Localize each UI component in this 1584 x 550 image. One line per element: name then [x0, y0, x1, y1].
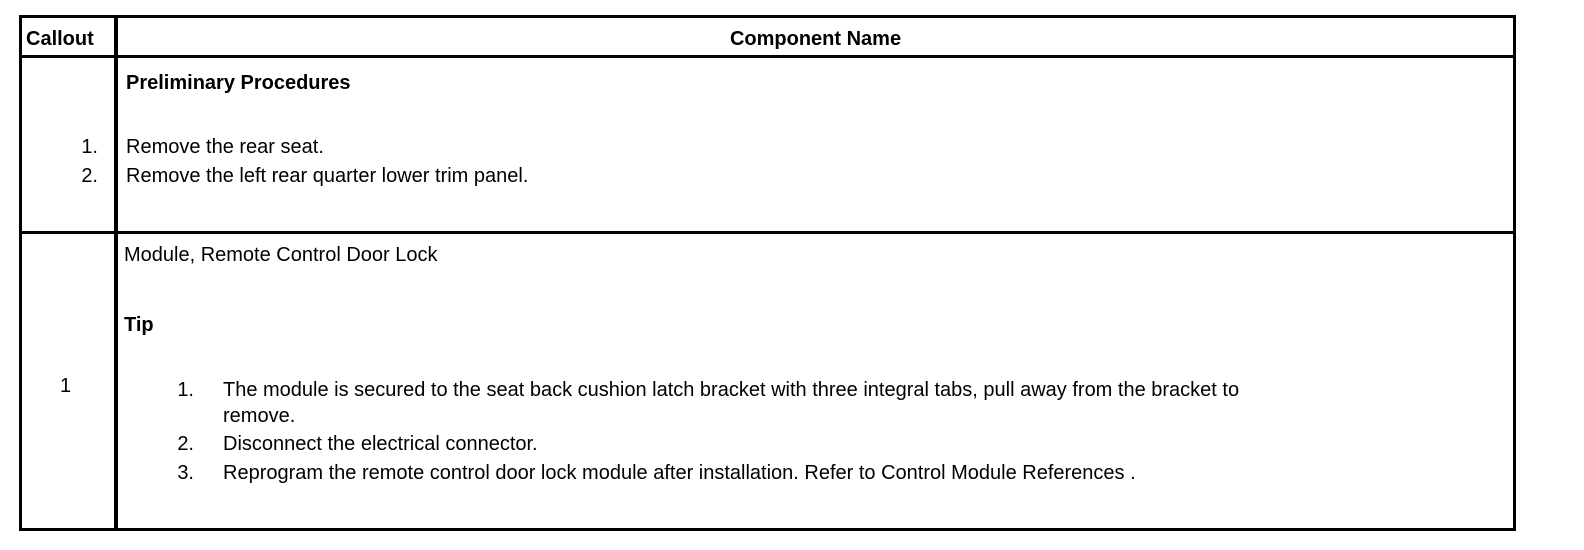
preliminary-procedures-heading: Preliminary Procedures: [126, 72, 351, 94]
row-divider: [22, 231, 1513, 234]
component-name-column-header: Component Name: [729, 28, 902, 50]
tip-step-text: Reprogram the remote control door lock module after installation. Refer to Control Module References .: [223, 462, 1136, 484]
tip-step-number: 1.: [177, 379, 194, 401]
callout-number: 1: [60, 375, 72, 397]
tip-step-text: The module is secured to the seat back cushion latch bracket with three integral tabs, pull away from the bracket to: [223, 379, 1240, 401]
preliminary-step-text: Remove the rear seat.: [126, 136, 324, 158]
tip-step-number: 2.: [177, 433, 194, 455]
preliminary-step-text: Remove the left rear quarter lower trim panel.: [126, 165, 529, 187]
tip-label: Tip: [124, 314, 154, 336]
tip-step-text: Disconnect the electrical connector.: [223, 433, 538, 455]
column-divider: [114, 18, 118, 528]
header-divider: [22, 55, 1513, 58]
tip-step-text-continued: remove.: [223, 405, 296, 427]
preliminary-step-number: 1.: [81, 136, 98, 158]
component-table: [19, 15, 1516, 531]
tip-step-number: 3.: [177, 462, 194, 484]
component-name: Module, Remote Control Door Lock: [124, 244, 438, 266]
preliminary-step-number: 2.: [81, 165, 98, 187]
callout-column-header: Callout: [26, 28, 94, 50]
